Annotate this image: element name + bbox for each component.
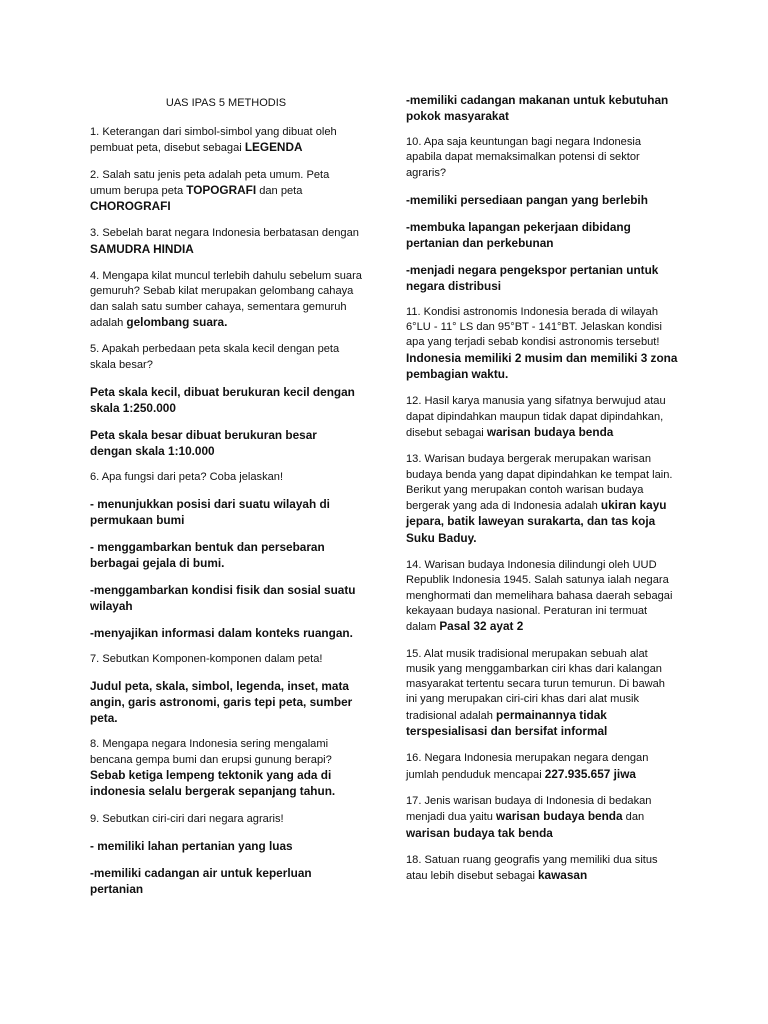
question-text: 8. Mengapa negara Indonesia sering mengalami bencana gempa bumi dan erupsi gunung berapi? — [90, 738, 332, 766]
answer-10b: -membuka lapangan pekerjaan dibidang pertanian dan perkebunan — [406, 219, 631, 250]
answer-text: kawasan — [538, 868, 588, 883]
answer-6a: - menunjukkan posisi dari suatu wilayah di permukaan bumi — [90, 497, 330, 528]
question-6: 6. Apa fungsi dari peta? Coba jelaskan! — [90, 470, 284, 483]
answer-text: TOPOGRAFI — [186, 182, 257, 197]
answer-text: Indonesia memiliki 2 musim dan memiliki 3 zona pembagian waktu. — [406, 350, 678, 382]
question-text: dan — [622, 811, 645, 824]
document-title: UAS IPAS 5 METHODIS — [165, 97, 287, 109]
question-3 — [90, 226, 362, 258]
answer-5b: Peta skala besar dibuat berukuran besar dengan skala 1:10.000 — [90, 427, 317, 458]
answer-text: LEGENDA — [244, 140, 303, 155]
answer-text: gelombang suara. — [126, 314, 228, 329]
question-4 — [90, 269, 362, 331]
question-8 — [90, 737, 362, 800]
question-17 — [406, 794, 678, 842]
question-text: 14. Warisan budaya Indonesia dilindungi oleh UUD Republik Indonesia 1945. Salah satunya ialah negara menghormati dan memelihara bahasa daerah sebagai kekayaan budaya nasional. Peraturan ini termuat dalam — [406, 559, 673, 634]
answer-10a: -memiliki persediaan pangan yang berlebih — [406, 192, 648, 207]
question-text: 3. Sebelah barat negara Indonesia berbatasan dengan — [90, 227, 359, 240]
answer-5a: Peta skala kecil, dibuat berukuran kecil dengan skala 1:250.000 — [90, 384, 355, 415]
answer-text: warisan budaya benda — [496, 809, 623, 824]
question-text: 4. Mengapa kilat muncul terlebih dahulu sebelum suara gemuruh? Sebab kilat merupakan gelombang cahaya dan salah satu sumber cahaya, sementara gemuruh adalah — [90, 270, 362, 329]
answer-text: warisan budaya tak benda — [406, 825, 553, 840]
question-16 — [406, 751, 678, 783]
question-text: 11. Kondisi astronomis Indonesia berada di wilayah 6°LU - 11° LS dan 95°BT - 141°BT. Jelaskan kondisi apa yang terjadi sebab kondisi astronomis tersebut! — [406, 305, 662, 349]
question-14 — [406, 558, 678, 635]
right-column — [406, 92, 678, 895]
question-7: 7. Sebutkan Komponen-komponen dalam peta! — [90, 653, 323, 666]
answer-9c: -memiliki cadangan makanan untuk kebutuhan pokok masyarakat — [406, 93, 669, 123]
left-column — [90, 92, 362, 908]
answer-9b: -memiliki cadangan air untuk keperluan pertanian — [90, 865, 312, 896]
answer-9a: - memiliki lahan pertanian yang luas — [90, 838, 293, 853]
answer-6c: -menggambarkan kondisi fisik dan sosial suatu wilayah — [90, 583, 356, 614]
question-10: 10. Apa saja keuntungan bagi negara Indonesia apabila dapat memaksimalkan potensi di sektor agraris? — [406, 136, 642, 179]
question-text: dan peta — [256, 184, 303, 197]
answer-10c: -menjadi negara pengekspor pertanian untuk negara distribusi — [406, 262, 659, 293]
answer-6d: -menyajikan informasi dalam konteks ruangan. — [90, 626, 353, 641]
question-18 — [406, 853, 678, 885]
question-text: 1. Keterangan dari simbol-simbol yang dibuat oleh pembuat peta, disebut sebagai — [90, 126, 337, 155]
answer-text: Sebab ketiga lempeng tektonik yang ada di indonesia selalu bergerak sepanjang tahun. — [90, 768, 336, 799]
question-text: 17. Jenis warisan budaya di Indonesia di bedakan menjadi dua yaitu — [406, 794, 652, 824]
question-5: 5. Apakah perbedaan peta skala kecil dengan peta skala besar? — [90, 343, 340, 371]
answer-text: Pasal 32 ayat 2 — [439, 619, 524, 634]
question-1 — [90, 125, 362, 157]
question-2 — [90, 168, 362, 216]
question-text: 2. Salah satu jenis peta adalah peta umum. Peta umum berupa peta — [90, 168, 330, 197]
answer-6b: - menggambarkan bentuk dan persebaran berbagai gejala di bumi. — [90, 540, 325, 571]
answer-text: CHOROGRAFI — [90, 199, 171, 214]
question-text: 12. Hasil karya manusia yang sifatnya berwujud atau dapat dipindahkan maupun tidak dapat dipindahkan, disebut sebagai — [406, 395, 666, 439]
question-9: 9. Sebutkan ciri-ciri dari negara agraris! — [90, 812, 284, 825]
question-13 — [406, 452, 678, 547]
question-text: 18. Satuan ruang geografis yang memiliki dua situs atau lebih disebut sebagai — [406, 853, 658, 883]
answer-7: Judul peta, skala, simbol, legenda, inset, mata angin, garis astronomi, garis tepi peta, sumber peta. — [90, 679, 353, 726]
answer-text: 227.935.657 jiwa — [544, 766, 636, 781]
question-12 — [406, 394, 678, 441]
answer-text: warisan budaya benda — [486, 424, 614, 439]
answer-text: permainannya tidak terspesialisasi dan bersifat informal — [406, 707, 608, 739]
answer-text: ukiran kayu jepara, batik laweyan surakarta, dan tas koja Suku Baduy. — [406, 498, 667, 545]
question-text: 13. Warisan budaya bergerak merupakan warisan budaya benda yang dapat dipindahkan ke tempat lain. Berikut yang merupakan contoh warisan budaya bergerak yang ada di Indonesia adalah — [406, 453, 673, 513]
answer-text: SAMUDRA HINDIA — [90, 241, 194, 256]
question-text: 16. Negara Indonesia merupakan negara dengan jumlah penduduk mencapai — [406, 752, 649, 781]
question-11 — [406, 305, 678, 383]
question-text: 15. Alat musik tradisional merupakan sebuah alat musik yang menggambarkan ciri khas dari kalangan masyarakat tertentu secara turun temurun. Di bawah ini yang merupakan ciri-ciri khas dari alat musik tradisional adalah — [406, 647, 665, 722]
question-15 — [406, 647, 678, 741]
